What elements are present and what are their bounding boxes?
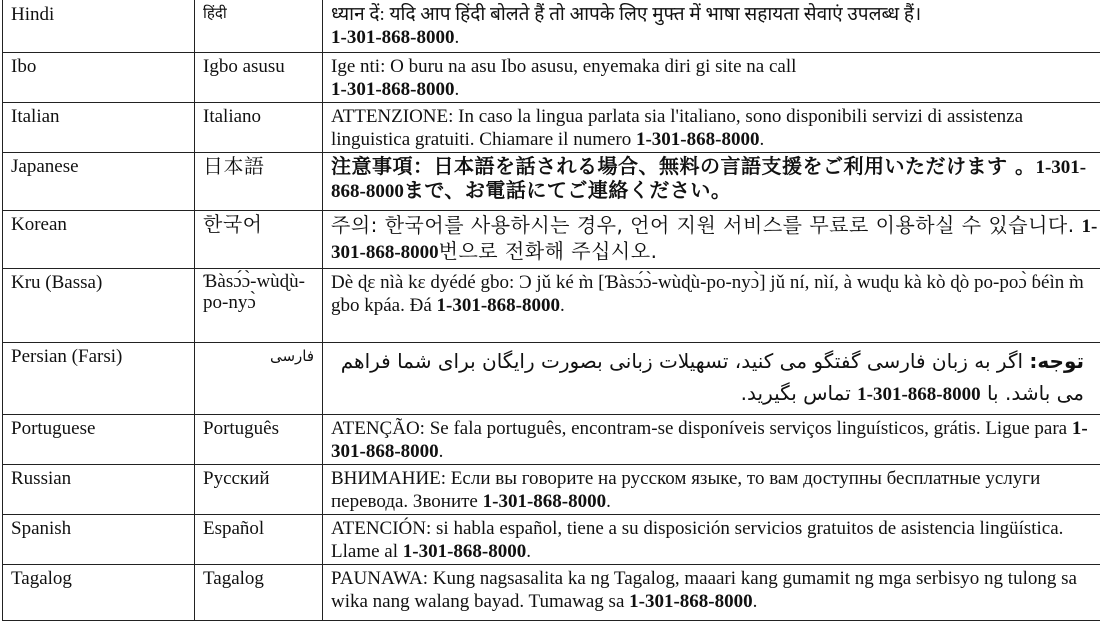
table-row <box>3 343 1100 415</box>
notice-body: ATENÇÃO: Se fala português, encontram-se disponíveis serviços linguísticos, grátis. Ligue para <box>331 418 1072 439</box>
notice-suffix: تماس بگیرید. <box>741 381 857 405</box>
language-name: Hindi <box>3 0 195 53</box>
phone-number: 1-301-868-8000 <box>331 157 1086 202</box>
phone-number: 1-301-868-8000 <box>629 591 752 612</box>
native-language-name: Português <box>195 415 323 465</box>
notice-suffix: まで、お電話にてご連絡ください。 <box>404 178 732 202</box>
phone-number: 1-301-868-8000 <box>857 384 980 405</box>
table-row <box>3 565 1100 621</box>
notice-body: Dè ɖɛ nìà kɛ dyédé gbo: Ɔ jǔ ké m̀ [Ɓàsɔ́ɔ̀-wùɖù-po-nyɔ̀] jǔ ní, nìí, à wuɖu kà kò ɖò po-poɔ̀ ɓéìn m̀ gbo kpáa. Ɖá <box>331 272 1084 316</box>
notice-suffix: . <box>753 591 758 612</box>
phone-number: 1-301-868-8000 <box>331 79 454 100</box>
notice-body: PAUNAWA: Kung nagsasalita ka ng Tagalog, maaari kang gumamit ng mga serbisyo ng tulong sa wika nang walang bayad. Tumawag sa <box>331 568 1077 612</box>
notice-suffix: . <box>526 541 531 562</box>
native-language-name: हिंदी <box>195 0 323 53</box>
notice-text <box>323 415 1100 465</box>
notice-text <box>323 343 1100 415</box>
notice-suffix: . <box>560 295 565 316</box>
language-assistance-table <box>2 0 1100 621</box>
notice-text <box>323 565 1100 621</box>
notice-body: ध्यान दें: यदि आप हिंदी बोलते हैं तो आपके लिए मुफ्त में भाषा सहायता सेवाएं उपलब्ध हैं। <box>331 4 921 25</box>
language-name: Kru (Bassa) <box>3 269 195 343</box>
language-name: Italian <box>3 103 195 153</box>
language-name: Persian (Farsi) <box>3 343 195 415</box>
native-language-name: Русский <box>195 465 323 515</box>
table-row <box>3 515 1100 565</box>
phone-number: 1-301-868-8000 <box>331 27 454 48</box>
phone-number: 1-301-868-8000 <box>636 129 759 150</box>
notice-body: 주의: 한국어를 사용하시는 경우, 언어 지원 서비스를 무료로 이용하실 수 있습니다. <box>331 213 1081 237</box>
language-name: Russian <box>3 465 195 515</box>
table-row <box>3 269 1100 343</box>
table-row <box>3 0 1100 53</box>
phone-number: 1-301-868-8000 <box>483 491 606 512</box>
native-language-name: Italiano <box>195 103 323 153</box>
table-row <box>3 153 1100 211</box>
notice-text <box>323 153 1100 211</box>
native-language-name: 한국어 <box>195 211 323 269</box>
notice-body: ВНИМАНИЕ: Если вы говорите на русском языке, то вам доступны бесплатные услуги перевода. Звоните <box>331 468 1040 512</box>
notice-suffix: . <box>759 129 764 150</box>
table-row <box>3 415 1100 465</box>
table-row <box>3 465 1100 515</box>
phone-number: 1-301-868-8000 <box>403 541 526 562</box>
notice-suffix: . <box>454 79 459 100</box>
notice-text <box>323 0 1100 53</box>
language-name: Japanese <box>3 153 195 211</box>
language-name: Spanish <box>3 515 195 565</box>
notice-body: Ige nti: O buru na asu Ibo asusu, enyemaka diri gi site na call <box>331 56 796 77</box>
notice-text <box>323 211 1100 269</box>
native-language-name: Igbo asusu <box>195 53 323 103</box>
notice-heading: توجه: <box>1029 349 1084 373</box>
native-language-name: Tagalog <box>195 565 323 621</box>
language-name: Korean <box>3 211 195 269</box>
notice-text <box>323 515 1100 565</box>
native-language-name: Español <box>195 515 323 565</box>
language-name: Tagalog <box>3 565 195 621</box>
native-language-name: 日本語 <box>195 153 323 211</box>
native-language-name: Ɓàsɔ́ɔ̀-wùɖù-po-nyɔ̀ <box>195 269 323 343</box>
native-language-name: فارسی <box>195 343 323 415</box>
phone-number: 1-301-868-8000 <box>331 216 1097 263</box>
language-name: Ibo <box>3 53 195 103</box>
table-row <box>3 211 1100 269</box>
notice-body: اگر به زبان فارسی گفتگو می کنید، تسهیلات زبانی بصورت رایگان برای شما فراهم می باشد. با <box>341 349 1084 405</box>
notice-suffix: . <box>439 441 444 462</box>
phone-number: 1-301-868-8000 <box>331 418 1088 462</box>
notice-text <box>323 269 1100 343</box>
table-row <box>3 103 1100 153</box>
table-row <box>3 53 1100 103</box>
notice-suffix: . <box>454 27 459 48</box>
notice-text <box>323 465 1100 515</box>
notice-text <box>323 53 1100 103</box>
notice-suffix: 번으로 전화해 주십시오. <box>439 239 658 263</box>
notice-body: 注意事項：日本語を話される場合、無料の言語支援をご利用いただけます 。 <box>331 154 1035 178</box>
notice-body: ATTENZIONE: In caso la lingua parlata sia l'italiano, sono disponibili servizi di assistenza linguistica gratuiti. Chiamare il numero <box>331 106 1023 150</box>
notice-text <box>323 103 1100 153</box>
language-name: Portuguese <box>3 415 195 465</box>
notice-body: ATENCIÓN: si habla español, tiene a su disposición servicios gratuitos de asistencia lingüística. Llame al <box>331 518 1063 562</box>
notice-suffix: . <box>606 491 611 512</box>
phone-number: 1-301-868-8000 <box>437 295 560 316</box>
